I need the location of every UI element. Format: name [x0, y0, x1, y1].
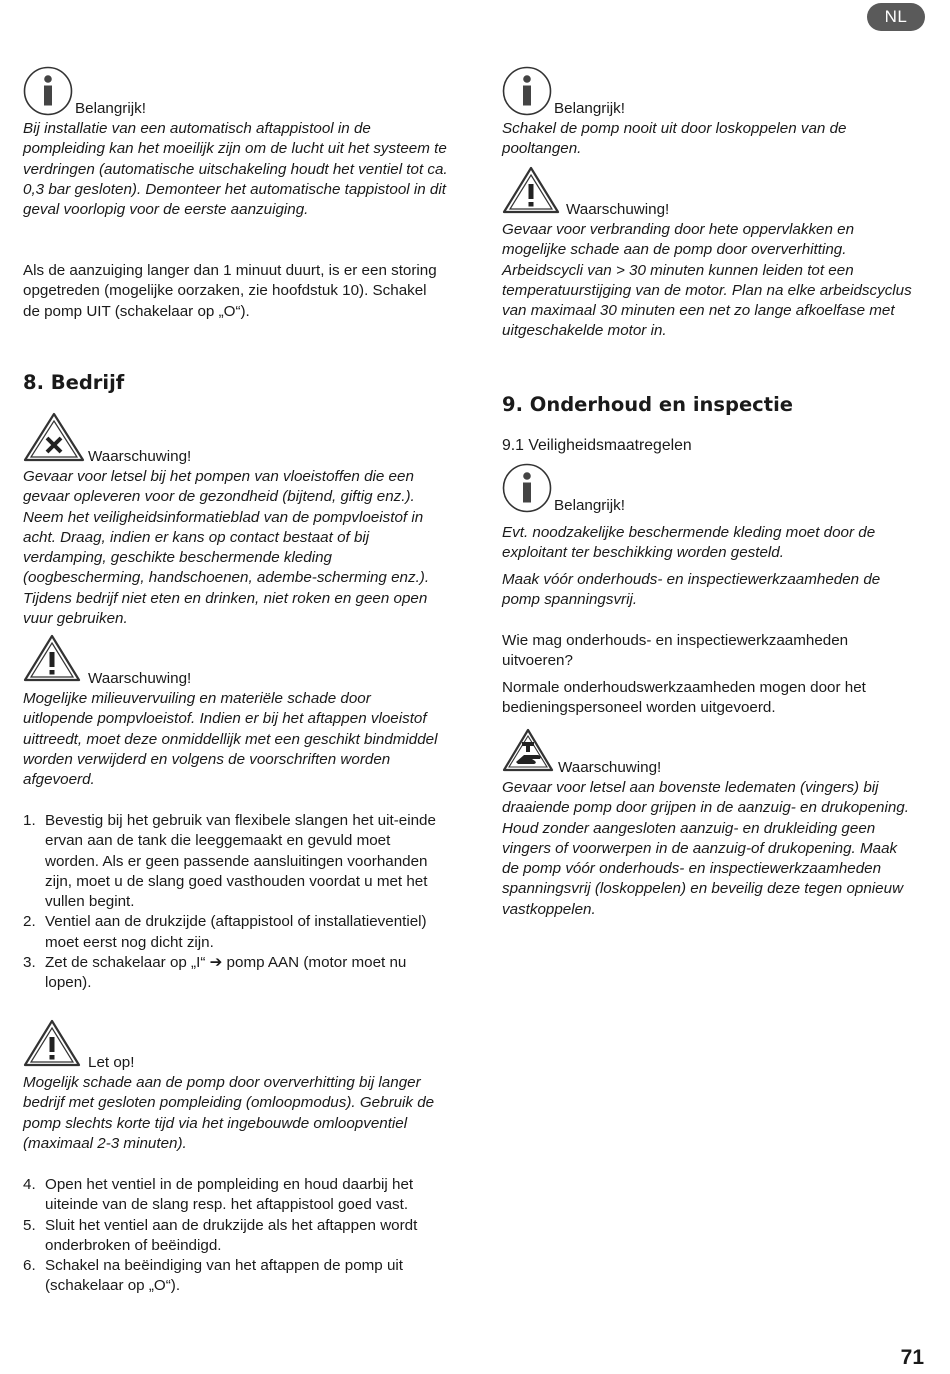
caution-text: Mogelijk schade aan de pomp door oververhitting bij langer bedrijf met gesloten pompleiding (omloopmodus). Gebruik de pomp slechts korte tijd via het ingebouwde omloopventiel (maximaal 2-3 minuten). — [23, 1074, 435, 1152]
warning-icon — [23, 1019, 81, 1067]
info-icon — [502, 66, 552, 116]
answer: Normale onderhoudswerkzaamheden mogen door het bedieningspersoneel worden uitgevoerd. — [502, 679, 866, 717]
notice-text: Bij installatie van een automatisch aftappistool in de pompleiding kan het moeilijk zijn om de lucht uit het systeem te verdringen (automatische uitschakeling houdt het ventiel tot ca. 0,3 bar gesloten). Demonteer het automatische tappistool in dit geval voorlopig voor de eerste aanzuiging. — [23, 120, 448, 219]
notice-text: Schakel de pomp nooit uit door loskoppelen van de pooltangen. — [502, 120, 847, 158]
list-item: 1. Bevestig bij het gebruik van flexibele slangen het uit-einde ervan aan de tank die leeggemaakt en gevuld moet worden. Als er geen passende aansluitingen voorhanden zijn, moet u de slang goed vasthouden voordat u met het vullen begint. — [23, 812, 436, 911]
notice-label: Belangrijk! — [554, 497, 625, 514]
warning-text: Mogelijke milieuvervuiling en materiële schade door uitlopende pompvloeistof. Indien er bij het aftappen vloeistof uittreedt, moet deze onmiddellijk met een geschikt bindmiddel worden verwijderd en volgens de voorschriften worden afgevoerd. — [23, 690, 438, 789]
harmful-substance-icon — [23, 412, 85, 462]
warning-label: Waarschuwing! — [558, 759, 662, 776]
section-heading: 8. Bedrijf — [23, 371, 125, 394]
list-item: 4. Open het ventiel in de pompleiding en houd daarbij het uiteinde van de slang resp. het aftappistool goed vast. — [23, 1176, 414, 1214]
paragraph: Als de aanzuiging langer dan 1 minuut duurt, is er een storing opgetreden (mogelijke oorzaken, zie hoofdstuk 10). Schakel de pomp UIT (schakelaar op „O“). — [23, 262, 437, 320]
steps-list — [23, 1175, 453, 1297]
section-heading: 9. Onderhoud en inspectie — [502, 393, 793, 416]
notice-label: Belangrijk! — [554, 100, 625, 117]
caution-label: Let op! — [88, 1054, 135, 1071]
steps-list — [23, 811, 443, 994]
warning-label: Waarschuwing! — [88, 670, 192, 687]
question: Wie mag onderhouds- en inspectiewerkzaamheden uitvoeren? — [502, 632, 849, 670]
warning-text: Gevaar voor verbranding door hete oppervlakken en mogelijke schade aan de pomp door oververhitting. Arbeidscycli van > 30 minuten kunnen leiden tot een temperatuurstijging van de motor. Plan na elke arbeidscyclus van maximaal 30 minuten een net zo lange afkoelfase met uitgeschakelde motor in. — [502, 221, 912, 340]
list-item: 5. Sluit het ventiel aan de drukzijde als het aftappen wordt onderbroken of beëindigd. — [23, 1216, 418, 1254]
warning-label: Waarschuwing! — [88, 448, 192, 465]
page-number: 71 — [900, 1346, 924, 1369]
notice-text: Evt. noodzakelijke beschermende kleding moet door de exploitant ter beschikking worden gesteld. — [502, 524, 876, 562]
warning-icon — [502, 166, 560, 214]
info-icon — [23, 66, 73, 116]
warning-label: Waarschuwing! — [566, 201, 670, 218]
notice-label: Belangrijk! — [75, 100, 146, 117]
warning-text: Gevaar voor letsel aan bovenste ledematen (vingers) bij draaiende pomp door grijpen in de aanzuig- en drukopening. Houd zonder aangesloten aanzuig- en drukleiding geen vingers of voorwerpen in de aanzuig-of drukopening. Maak de pomp vóór onderhouds- en inspectiewerkzaamheden spanningsvrij (loskoppelen) en beveilig deze tegen opnieuw vastkoppelen. — [502, 779, 909, 918]
subsection-heading: 9.1 Veiligheidsmaatregelen — [502, 437, 692, 454]
warning-icon — [23, 634, 81, 682]
info-icon — [502, 463, 552, 513]
notice-text: Maak vóór onderhouds- en inspectiewerkzaamheden de pomp spanningsvrij. — [502, 571, 881, 609]
warning-text: Gevaar voor letsel bij het pompen van vloeistoffen die een gevaar opleveren voor de gezondheid (bijtend, giftig enz.). Neem het veiligheidsinformatieblad van de pompvloeistof in acht. Draag, indien er kans op contact bestaat of bij verdamping, geschikte beschermende kleding (oogbescherming, handschoenen, adembe-scherming enz.). Tijdens bedrijf niet eten en drinken, niet roken en geen open vuur gebruiken. — [23, 468, 430, 628]
list-item: 2. Ventiel aan de drukzijde (aftappistool of installatieventiel) moet eerst nog dicht zijn. — [23, 913, 427, 951]
list-item: 6. Schakel na beëindiging van het aftappen de pomp uit (schakelaar op „O“). — [23, 1257, 404, 1295]
list-item: 3. Zet de schakelaar op „I“ ➔ pomp AAN (motor moet nu lopen). — [23, 954, 407, 992]
hand-injury-warning-icon — [502, 728, 554, 772]
language-badge: NL — [867, 3, 925, 31]
